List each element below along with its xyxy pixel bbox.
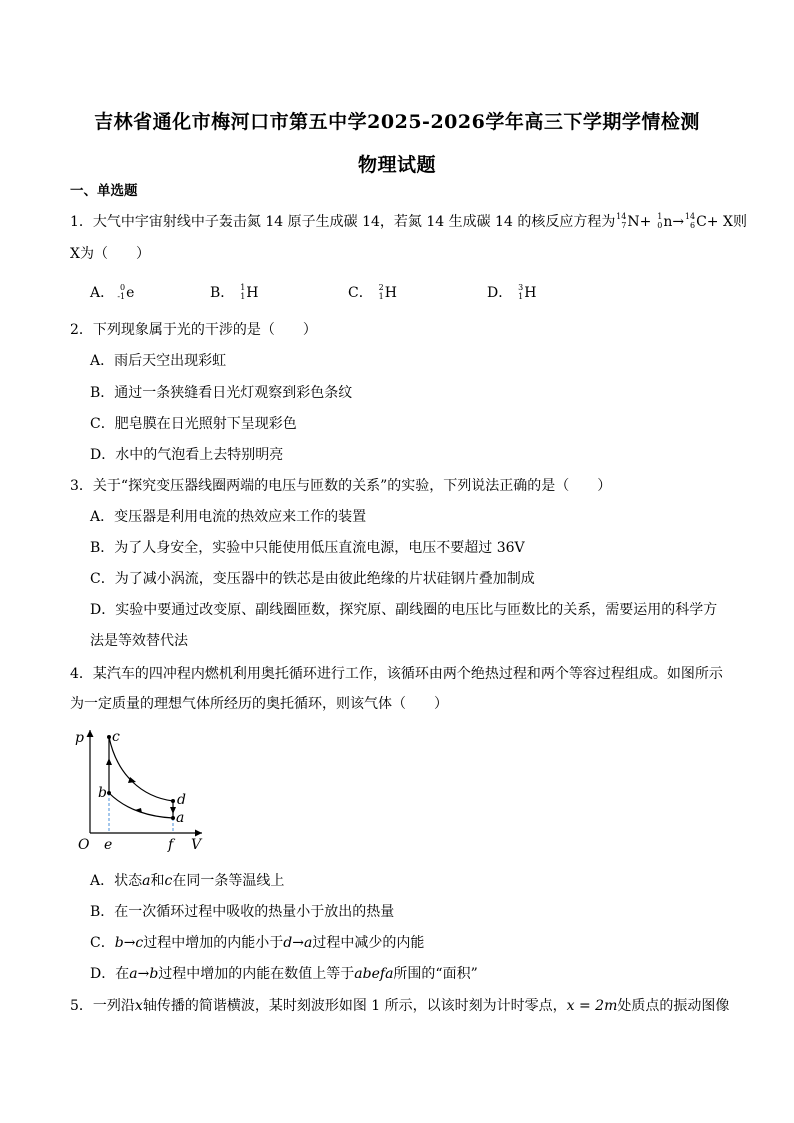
exam-title: 吉林省通化市梅河口市第五中学2025-2026学年高三下学期学情检测 <box>94 111 700 133</box>
label-f: f <box>168 837 174 853</box>
question-4-option-d[interactable]: D．在a→b过程中增加的内能在数值上等于abefa所围的“面积” <box>90 966 478 982</box>
process-cd <box>109 737 173 801</box>
nuclide-N: 14 7 <box>616 212 627 230</box>
question-2-option-d[interactable]: D．水中的气泡看上去特别明亮 <box>90 447 284 463</box>
label-O: O <box>78 837 90 853</box>
nuclide-n: 1 0 <box>657 212 663 230</box>
label-c: c <box>112 729 120 745</box>
question-5-stem: 5．一列沿x轴传播的简谐横波，某时刻波形如图 1 所示，以该时刻为计时零点，x = 2m处质点的振动图像 <box>70 998 730 1014</box>
label-a: a <box>176 810 185 826</box>
question-1-option-c[interactable]: C． 2 1 H <box>348 283 397 301</box>
question-1-option-d[interactable]: D． 3 1 H <box>487 283 537 301</box>
question-4-stem: 4．某汽车的四冲程内燃机利用奥托循环进行工作，该循环由两个绝热过程和两个等容过程组成。如图所示 <box>70 666 723 682</box>
process-ab <box>109 793 173 818</box>
question-3-option-a[interactable]: A．变压器是利用电流的热效应来工作的装置 <box>90 509 367 525</box>
question-1-stem: 1．大气中宇宙射线中子轰击氮 14 原子生成碳 14，若氮 14 生成碳 14 的核反应方程为 14 7 N+ 1 0 n→ 14 6 C+ X则 <box>70 212 747 230</box>
question-2-option-a[interactable]: A．雨后天空出现彩虹 <box>90 353 227 369</box>
question-1-option-a[interactable]: A． 0 -1 e <box>90 283 135 301</box>
question-3-option-c[interactable]: C．为了减小涡流，变压器中的铁芯是由彼此绝缘的片状硅钢片叠加制成 <box>90 571 535 587</box>
question-4-option-b[interactable]: B．在一次循环过程中吸收的热量小于放出的热量 <box>90 904 395 920</box>
exam-subtitle: 物理试题 <box>357 154 436 176</box>
question-1-option-b[interactable]: B． 1 1 H <box>210 283 259 301</box>
question-4-stem-cont: 为一定质量的理想气体所经历的奥托循环，则该气体（ ） <box>70 696 448 712</box>
question-2-option-c[interactable]: C．肥皂膜在日光照射下呈现彩色 <box>90 416 297 432</box>
question-4-option-c[interactable]: C．b→c过程中增加的内能小于d→a过程中减少的内能 <box>90 935 425 951</box>
question-2-stem: 2．下列现象属于光的干涉的是（ ） <box>70 322 317 338</box>
question-1-stem-cont: X为（ ） <box>70 246 150 262</box>
question-3-option-d[interactable]: D．实验中要通过改变原、副线圈匝数，探究原、副线圈的电压比与匝数比的关系，需要运用的科学方 <box>90 602 718 618</box>
question-3-stem: 3．关于“探究变压器线圈两端的电压与匝数的关系”的实验，下列说法正确的是（ ） <box>70 478 612 494</box>
nuclide-C: 14 6 <box>684 212 696 230</box>
question-2-option-b[interactable]: B．通过一条狭缝看日光灯观察到彩色条纹 <box>90 385 353 401</box>
label-d: d <box>177 792 186 808</box>
label-e: e <box>104 837 113 853</box>
pv-diagram <box>72 725 212 855</box>
label-p: p <box>75 730 84 746</box>
section-heading: 一、单选题 <box>70 183 138 199</box>
question-3-option-d-cont: 法是等效替代法 <box>90 633 188 649</box>
label-V: V <box>191 837 202 853</box>
arrow-bc <box>106 758 112 765</box>
question-4-option-a[interactable]: A．状态a和c在同一条等温线上 <box>90 873 285 889</box>
label-b: b <box>98 785 107 801</box>
question-3-option-b[interactable]: B．为了人身安全，实验中只能使用低压直流电源，电压不要超过 36V <box>90 540 525 556</box>
